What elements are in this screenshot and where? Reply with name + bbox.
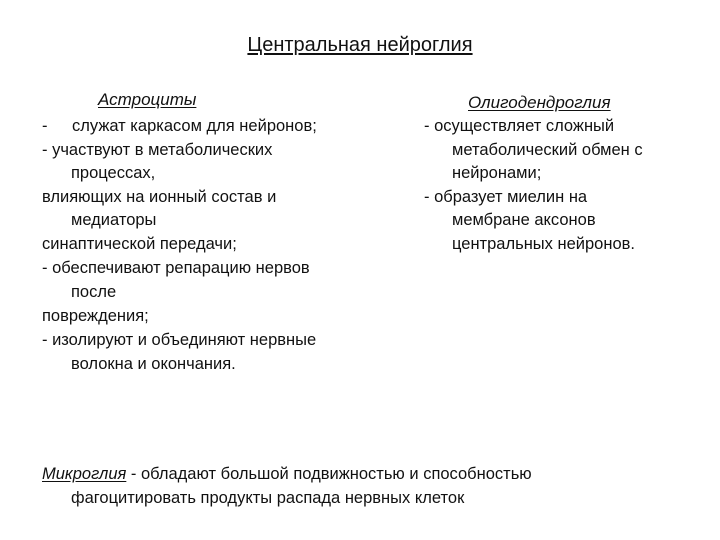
microglia-text: - обладают большой подвижностью и способностью — [126, 465, 532, 483]
list-item: служат каркасом для нейронов; — [72, 117, 317, 135]
list-item: нейронами; — [452, 164, 542, 182]
list-item: - образует миелин на — [424, 188, 588, 206]
list-item: - участвуют в метаболических — [42, 141, 273, 159]
list-item: - осуществляет сложный — [424, 117, 615, 135]
microglia-term: Микроглия — [42, 465, 127, 483]
microglia-paragraph — [42, 462, 532, 487]
list-item: медиаторы — [71, 211, 157, 229]
list-item: после — [71, 283, 117, 301]
list-item: мембране аксонов — [452, 211, 596, 229]
list-item: - — [42, 117, 48, 135]
list-item: центральных нейронов. — [452, 235, 635, 253]
list-item: повреждения; — [42, 307, 149, 325]
list-item: процессах, — [71, 164, 156, 182]
list-item: - изолируют и объединяют нервные — [42, 331, 317, 349]
oligodendroglia-heading: Олигодендроглия — [468, 93, 611, 112]
list-item: метаболический обмен с — [452, 141, 643, 159]
slide-title: Центральная нейроглия — [247, 34, 473, 56]
list-item: синаптической передачи; — [42, 235, 237, 253]
list-item: - обеспечивают репарацию нервов — [42, 259, 310, 277]
microglia-text-line2: фагоцитировать продукты распада нервных клеток — [71, 489, 465, 507]
astrocytes-heading: Астроциты — [98, 90, 197, 109]
list-item: влияющих на ионный состав и — [42, 188, 277, 206]
list-item: волокна и окончания. — [71, 355, 236, 373]
